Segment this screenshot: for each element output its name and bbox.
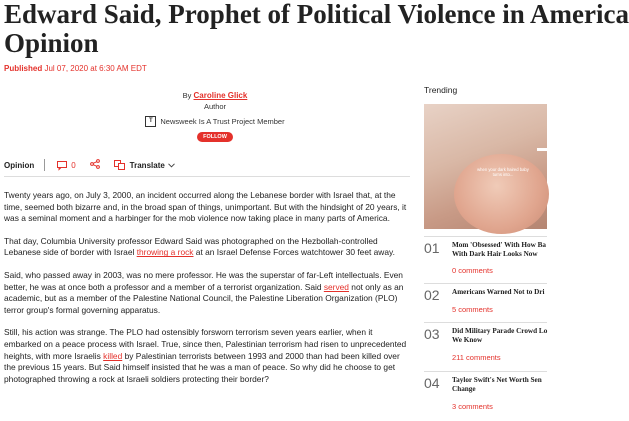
trending-title[interactable]: Americans Warned Not to Dri [452, 288, 545, 296]
image-caption: when your dark haired baby turns into... [477, 167, 529, 177]
trending-comments[interactable]: 211 comments [452, 353, 501, 362]
trending-image[interactable] [424, 104, 547, 229]
article-paragraph: Still, his action was strange. The PLO had ostensibly forsworn terrorism seven years earlier, when it embarked on a peace process with Israel. True, since then, Palestinian terrorism had risen to unprecedented heights, with more Israelis killed by Palestinian terrorists between 1993 and 2000 than had been killed over the previous 15 years. But Said himself insisted that he was a man of peace. So why did he choose to get photographed throwing a rock at Israeli soldiers protecting their border? [4, 327, 407, 384]
trending-item[interactable] [424, 322, 547, 363]
toolbar-divider [44, 159, 45, 171]
comments-button[interactable] [57, 161, 75, 170]
trust-project-icon: T [145, 116, 156, 127]
publish-line [4, 64, 147, 73]
trending-item[interactable] [424, 283, 547, 324]
by-label: By [182, 91, 192, 100]
article-section-title: Opinion [4, 28, 99, 58]
published-label: Published [4, 64, 43, 73]
baby-photo [454, 154, 549, 234]
comment-icon [57, 161, 67, 170]
photo-mark [537, 148, 547, 151]
trust-project-text: Newsweek Is A Trust Project Member [160, 117, 285, 126]
section-label[interactable]: Opinion [4, 160, 35, 170]
trending-item[interactable] [424, 371, 547, 412]
share-icon [90, 159, 100, 169]
trending-comments[interactable]: 0 comments [452, 266, 493, 275]
trending-item[interactable] [424, 236, 547, 277]
trending-number: 01 [424, 240, 440, 256]
article-toolbar [4, 154, 410, 177]
trending-title[interactable]: Mom 'Obsessed' With How Ba With Dark Hair Looks Now [452, 241, 546, 258]
trending-title[interactable]: Taylor Swift's Net Worth Sen Change [452, 376, 542, 393]
trending-number: 02 [424, 287, 440, 303]
article-paragraph: That day, Columbia University professor Edward Said was photographed on the Hezbollah-controlled Lebanese side of border with Israel throwing a rock at an Israel Defense Forces watchtower 30 feet away. [4, 235, 395, 258]
translate-label: Translate [129, 160, 165, 170]
author-block [130, 91, 300, 142]
article-body [4, 190, 408, 396]
inline-link[interactable]: served [323, 281, 349, 292]
follow-button[interactable]: FOLLOW [197, 132, 233, 142]
inline-link[interactable]: killed [103, 350, 123, 361]
trending-number: 03 [424, 326, 440, 342]
article-paragraph: Said, who passed away in 2003, was no mere professor. He was the superstar of far-Left intellectuals. Even better, he was at once both a professor and a member of a terrorist organization. Said served not only as an academic, but as a member of the Palestine National Council, the Palestine Liberation Organization (PLO) terror group's formal governing apparatus. [4, 269, 404, 315]
article-title [4, 0, 629, 58]
author-name-link[interactable]: Caroline Glick [193, 91, 248, 100]
trending-comments[interactable]: 3 comments [452, 402, 493, 411]
comment-count: 0 [71, 160, 76, 170]
trending-number: 04 [424, 375, 440, 391]
author-role: Author [203, 102, 227, 111]
translate-button[interactable] [114, 160, 177, 170]
trust-project-line[interactable] [130, 116, 300, 127]
chevron-down-icon [168, 163, 175, 168]
published-date: Jul 07, 2020 at 6:30 AM EDT [44, 64, 147, 73]
article-paragraph: Twenty years ago, on July 3, 2000, an incident occurred along the Lebanese border with Israel that, at the time, seemed both bizarre and, in the broad span of things, unimportant. But with the hindsight of 20 years, it was a seminal moment and a harbinger for the mob violence now taking place in many parts of America. [4, 190, 407, 224]
inline-link[interactable]: throwing a rock [136, 247, 194, 258]
trending-comments[interactable]: 5 comments [452, 305, 493, 314]
article-title-line: Edward Said, Prophet of Political Violence in America [4, 0, 629, 29]
translate-icon [114, 160, 125, 170]
share-button[interactable] [90, 159, 100, 171]
trending-title[interactable]: Did Military Parade Crowd Lo We Know [452, 327, 548, 344]
trending-heading: Trending [424, 85, 458, 95]
